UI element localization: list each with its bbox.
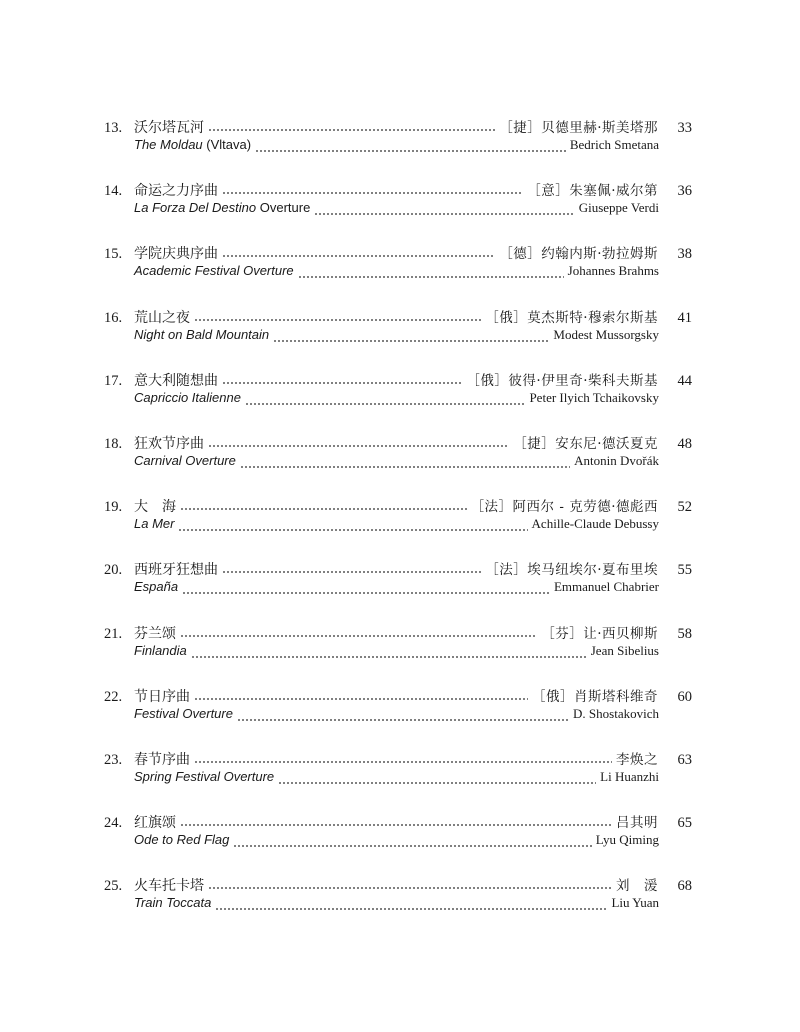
page-number: 58 [677, 625, 692, 642]
english-title-italic: The Moldau [134, 137, 203, 152]
dot-leader [215, 908, 607, 910]
entry-number: 23. [104, 751, 123, 768]
dot-leader [314, 213, 574, 215]
toc-english-line [134, 327, 659, 349]
dot-leader [182, 592, 550, 594]
page-number: 60 [677, 688, 692, 705]
toc-entry[interactable] [0, 116, 800, 179]
entry-number: 19. [104, 499, 123, 516]
chinese-composer: ［德］约翰内斯·勃拉姆斯 [499, 246, 658, 263]
chinese-title: 命运之力序曲 [134, 183, 218, 200]
english-title-italic: Carnival Overture [134, 452, 236, 468]
english-composer: Liu Yuan [611, 895, 659, 911]
chinese-composer: ［意］朱塞佩·威尔第 [527, 183, 658, 200]
dot-leader [237, 719, 569, 721]
toc-chinese-line [104, 306, 692, 328]
dot-leader [208, 887, 612, 889]
dot-leader [208, 129, 495, 131]
toc-chinese-line [104, 811, 692, 833]
english-title [134, 390, 241, 405]
page-number: 68 [677, 878, 692, 895]
toc-chinese-line [104, 495, 692, 517]
chinese-title: 西班牙狂想曲 [134, 562, 218, 579]
toc-english-line [134, 390, 659, 412]
toc-chinese-line [104, 242, 692, 264]
english-composer: Emmanuel Chabrier [553, 579, 659, 595]
english-title [134, 327, 269, 342]
toc-entry[interactable] [0, 369, 800, 432]
english-title [134, 516, 174, 531]
toc-english-line [134, 832, 659, 854]
chinese-composer: ［捷］安东尼·德沃夏克 [513, 435, 658, 452]
english-title-italic: Capriccio Italienne [134, 389, 241, 405]
english-title-italic: La Mer [134, 516, 175, 532]
toc-english-line [134, 579, 659, 601]
chinese-title: 学院庆典序曲 [134, 246, 218, 263]
dot-leader [191, 656, 587, 658]
english-composer: Lyu Qiming [595, 832, 659, 848]
page-number: 63 [677, 751, 692, 768]
chinese-composer: 吕其明 [616, 815, 658, 832]
dot-leader [178, 529, 527, 531]
toc-entry[interactable] [0, 874, 800, 937]
entry-number: 13. [104, 120, 123, 136]
english-title [134, 706, 233, 721]
chinese-title: 沃尔塔瓦河 [134, 120, 204, 136]
english-composer: Bedrich Smetana [569, 137, 659, 152]
toc-chinese-line [104, 369, 692, 391]
page-number: 38 [677, 246, 692, 263]
english-composer: Johannes Brahms [567, 263, 659, 279]
chinese-composer: ［俄］莫杰斯特·穆索尔斯基 [485, 309, 658, 326]
dot-leader [240, 466, 570, 468]
toc-english-line [134, 769, 659, 791]
english-composer: Giuseppe Verdi [578, 200, 659, 216]
toc-chinese-line [104, 685, 692, 707]
dot-leader [233, 845, 591, 847]
page-number: 65 [677, 815, 692, 832]
dot-leader [298, 276, 564, 278]
dot-leader [222, 192, 523, 194]
chinese-title: 荒山之夜 [134, 309, 190, 326]
chinese-title: 红旗颂 [134, 815, 176, 832]
toc-entry[interactable] [0, 432, 800, 495]
dot-leader [222, 382, 462, 384]
english-composer: Li Huanzhi [600, 768, 659, 784]
english-title [134, 453, 236, 468]
entry-number: 14. [104, 183, 123, 200]
english-title-italic: La Forza Del Destino [134, 200, 257, 216]
toc-chinese-line [104, 622, 692, 644]
chinese-title: 春节序曲 [134, 751, 190, 768]
english-title-italic: Academic Festival Overture [134, 263, 294, 279]
chinese-composer: ［捷］贝德里赫·斯美塔那 [499, 120, 658, 136]
english-title-italic: Spring Festival Overture [134, 768, 275, 784]
dot-leader [255, 150, 566, 152]
toc-english-line [134, 643, 659, 665]
toc-entry[interactable] [0, 306, 800, 369]
chinese-composer: 刘 湲 [616, 878, 658, 895]
chinese-title: 意大利随想曲 [134, 372, 218, 389]
english-title [134, 263, 294, 278]
english-title [134, 137, 251, 152]
english-title-italic: Night on Bald Mountain [134, 326, 270, 342]
english-title [134, 832, 229, 847]
toc-entry[interactable] [0, 242, 800, 305]
dot-leader [180, 508, 467, 510]
toc-entry[interactable] [0, 558, 800, 621]
entry-number: 16. [104, 309, 123, 326]
entry-number: 17. [104, 372, 123, 389]
entry-number: 25. [104, 878, 123, 895]
table-of-contents [0, 116, 800, 937]
page-number: 33 [677, 120, 692, 136]
dot-leader [194, 761, 612, 763]
english-title-plain: (Vltava) [202, 137, 252, 152]
chinese-composer: ［法］阿西尔 - 克劳德·德彪西 [470, 499, 658, 516]
chinese-title: 节日序曲 [134, 688, 190, 705]
english-composer: Achille-Claude Debussy [531, 516, 659, 532]
dot-leader [222, 255, 495, 257]
english-composer: Jean Sibelius [590, 642, 659, 658]
entry-number: 22. [104, 688, 123, 705]
toc-chinese-line [104, 748, 692, 770]
page-number: 44 [677, 372, 692, 389]
toc-english-line [134, 263, 659, 285]
toc-entry[interactable] [0, 495, 800, 558]
entry-number: 18. [104, 435, 123, 452]
toc-chinese-line [104, 179, 692, 201]
english-title-plain: Overture [256, 200, 311, 216]
toc-english-line [134, 453, 659, 475]
toc-entry[interactable] [0, 622, 800, 685]
chinese-title: 火车托卡塔 [134, 878, 204, 895]
toc-english-line [134, 200, 659, 222]
english-title [134, 643, 187, 658]
toc-english-line [134, 516, 659, 538]
page-number: 55 [677, 562, 692, 579]
chinese-title: 狂欢节序曲 [134, 435, 204, 452]
dot-leader [273, 340, 549, 342]
chinese-composer: ［俄］肖斯塔科维奇 [532, 688, 658, 705]
page-number: 41 [677, 309, 692, 326]
toc-entry[interactable] [0, 179, 800, 242]
english-title [134, 895, 211, 910]
page-number: 52 [677, 499, 692, 516]
entry-number: 20. [104, 562, 123, 579]
page-number: 36 [677, 183, 692, 200]
english-title-italic: España [134, 579, 179, 595]
entry-number: 24. [104, 815, 123, 832]
chinese-title: 大 海 [134, 499, 176, 516]
dot-leader [180, 635, 537, 637]
english-title-italic: Festival Overture [134, 705, 233, 721]
toc-english-line [134, 706, 659, 728]
english-title [134, 769, 274, 784]
toc-entry[interactable] [0, 811, 800, 874]
dot-leader [222, 571, 481, 573]
chinese-composer: ［俄］彼得·伊里奇·柴科夫斯基 [466, 372, 658, 389]
english-title-italic: Finlandia [134, 642, 187, 658]
toc-chinese-line [104, 874, 692, 896]
entry-number: 15. [104, 246, 123, 263]
dot-leader [194, 319, 481, 321]
english-composer: Antonin Dvořák [574, 452, 659, 468]
page-number: 48 [677, 435, 692, 452]
english-composer: Modest Mussorgsky [553, 326, 659, 342]
toc-english-line [134, 895, 659, 917]
toc-english-line [134, 137, 659, 159]
chinese-composer: 李焕之 [616, 751, 658, 768]
chinese-composer: ［芬］让·西贝柳斯 [541, 625, 658, 642]
toc-entry[interactable] [0, 748, 800, 811]
english-composer: D. Shostakovich [573, 705, 659, 721]
dot-leader [194, 698, 528, 700]
chinese-title: 芬兰颂 [134, 625, 176, 642]
dot-leader [208, 445, 509, 447]
dot-leader [245, 403, 526, 405]
chinese-composer: ［法］埃马纽埃尔·夏布里埃 [485, 562, 658, 579]
toc-chinese-line [104, 432, 692, 454]
english-title-italic: Train Toccata [134, 895, 212, 911]
english-title-italic: Ode to Red Flag [134, 832, 230, 848]
english-composer: Peter Ilyich Tchaikovsky [529, 389, 659, 405]
english-title [134, 579, 178, 594]
toc-chinese-line [104, 116, 692, 138]
toc-entry[interactable] [0, 685, 800, 748]
dot-leader [180, 824, 612, 826]
entry-number: 21. [104, 625, 123, 642]
toc-chinese-line [104, 558, 692, 580]
english-title [134, 200, 310, 215]
dot-leader [278, 782, 596, 784]
